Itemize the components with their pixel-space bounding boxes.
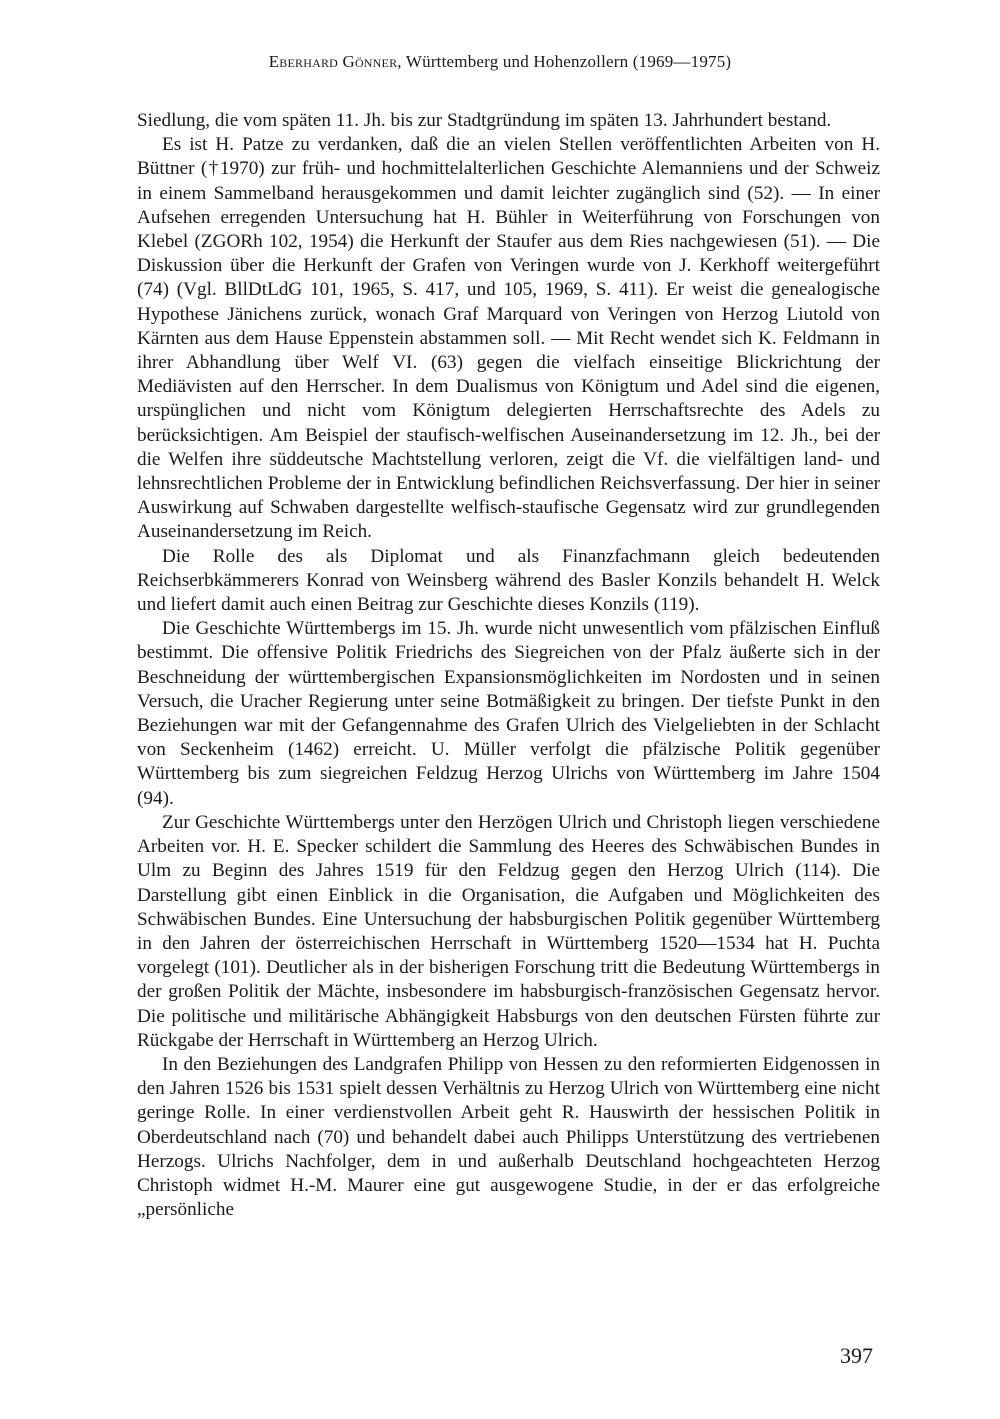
paragraph-5: Zur Geschichte Württembergs unter den Herzögen Ulrich und Christoph liegen verschiedene Arbeiten vor. H. E. Specker schildert die Sammlung des Heeres des Schwäbischen Bundes in Ulm zu Beginn des Jahres 1519 für den Feldzug gegen den Herzog Ulrich (114). Die Darstellung gibt einen Einblick in die Organisation, die Aufgaben und Möglichkeiten des Schwäbischen Bundes. Eine Untersuchung der habsburgischen Politik gegenüber Württemberg in den Jahren der österreichischen Herrschaft in Württemberg 1520—1534 hat H. Puchta vorgelegt (101). Deutlicher als in der bisherigen Forschung tritt die Bedeutung Württembergs in der großen Politik der Mächte, insbesondere im habsburgisch-französischen Gegensatz hervor. Die politische und militärische Abhängigkeit Habsburgs von den deutschen Fürsten führte zur Rückgabe der Herrschaft in Württemberg an Herzog Ulrich. <box>137 811 880 1051</box>
body-text <box>137 109 880 1222</box>
header-author: Eberhard Gönner <box>268 52 398 71</box>
paragraph-6: In den Beziehungen des Landgrafen Philipp von Hessen zu den reformierten Eidgenossen in den Jahren 1526 bis 1531 spielt dessen Verhältnis zu Herzog Ulrich von Württemberg eine nicht geringe Rolle. In einer verdienstvollen Arbeit geht R. Hauswirth der hessischen Politik in Oberdeutschland nach (70) und behandelt dabei auch Philipps Unterstützung des vertriebenen Herzogs. Ulrichs Nachfolger, dem in und außerhalb Deutschland hochgeachteten Herzog Christoph widmet H.-M. Maurer eine gut ausgewogene Studie, in der er das erfolgreiche „persönliche <box>137 1053 880 1221</box>
page-number: 397 <box>840 1343 873 1368</box>
paragraph-3: Die Rolle des als Diplomat und als Finanzfachmann gleich bedeutenden Reichserbkämmerers Konrad von Weinsberg während des Basler Konzils behandelt H. Welck und liefert damit auch einen Beitrag zur Geschichte dieses Konzils (119). <box>137 545 880 616</box>
paragraph-2: Es ist H. Patze zu verdanken, daß die an vielen Stellen veröffentlichten Arbeiten von H. Büttner (†1970) zur früh- und hochmittelalterlichen Geschichte Alemanniens und der Schweiz in einem Sammelband herausgekommen und damit leichter zugänglich sind (52). — In einer Aufsehen erregenden Untersuchung hat H. Bühler in Weiterführung von Forschungen von Klebel (ZGORh 102, 1954) die Herkunft der Staufer aus dem Ries nachgewiesen (51). — Die Diskussion über die Herkunft der Grafen von Veringen wurde von J. Kerkhoff weitergeführt (74) (Vgl. BllDtLdG 101, 1965, S. 417, und 105, 1969, S. 411). Er weist die genealogische Hypothese Jänichens zurück, wonach Graf Marquard von Veringen von Herzog Liutold von Kärnten aus dem Hause Eppenstein abstammen soll. — Mit Recht wendet sich K. Feldmann in ihrer Abhandlung über Welf VI. (63) gegen die vielfach einseitige Blickrichtung der Mediävisten auf den Herrscher. In dem Dualismus von Königtum und Adel sind die eigenen, urspünglichen und nicht vom Königtum delegierten Herrschaftsrechte des Adels zu berücksichtigen. Am Beispiel der staufisch-welfischen Auseinandersetzung im 12. Jh., bei der die Welfen ihre süddeutsche Machtstellung verloren, zeigt die Vf. die vielfältigen land- und lehnsrechtlichen Probleme der in Entwicklung befindlichen Reichsverfassung. Der hier in seiner Auswirkung auf Schwaben dargestellte welfisch-staufische Gegensatz wird zur grundlegenden Auseinandersetzung im Reich. <box>137 134 880 543</box>
paragraph-4: Die Geschichte Württembergs im 15. Jh. wurde nicht unwesentlich vom pfälzischen Einfluß bestimmt. Die offensive Politik Friedrichs des Siegreichen von der Pfalz äußerte sich in der Beschneidung der württembergischen Expansionsmöglichkeiten im Nordosten und in seinen Versuch, die Uracher Regierung unter seine Botmäßigkeit zu bringen. Der tiefste Punkt in den Beziehungen war mit der Gefangennahme des Grafen Ulrich des Vielgeliebten in der Schlacht von Seckenheim (1462) erreicht. U. Müller verfolgt die pfälzische Politik gegenüber Württemberg bis zum siegreichen Feldzug Herzog Ulrichs von Württemberg im Jahre 1504 (94). <box>137 618 880 809</box>
paragraph-1: Siedlung, die vom späten 11. Jh. bis zur Stadtgründung im späten 13. Jahrhundert bestand. <box>137 110 832 131</box>
header-title: , Württemberg und Hohenzollern (1969—1975) <box>397 52 732 71</box>
running-header <box>0 52 1000 72</box>
